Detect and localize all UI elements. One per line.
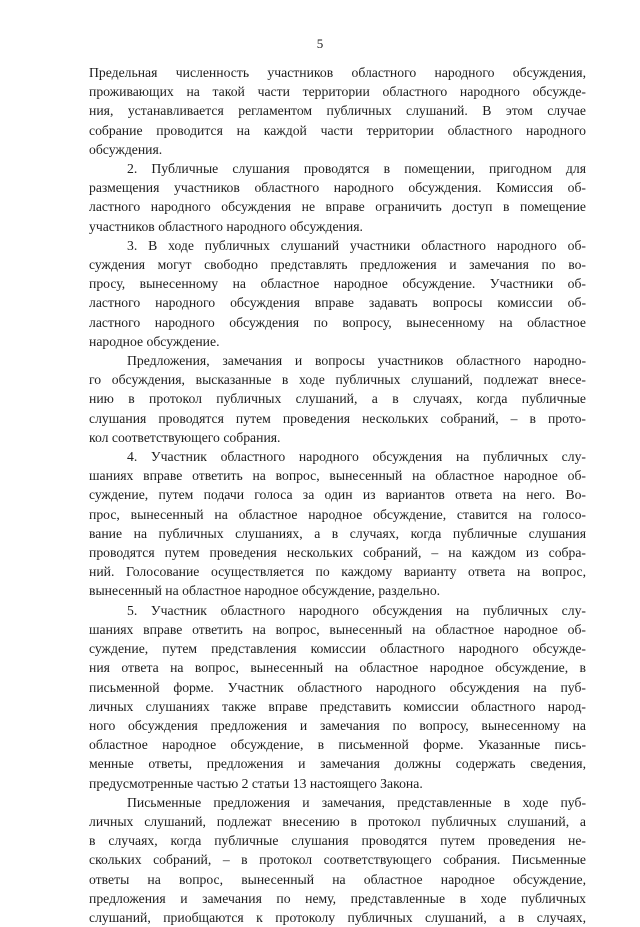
text-line: шаниях вправе ответить на вопрос, вынесенный на областное народное об- (89, 468, 586, 484)
paragraph (89, 447, 586, 601)
text-line: слушаний, приобщаются к протоколу публичных слушаний, а в случаях, (89, 909, 586, 925)
text-line: суждения могут свободно представлять предложения и замечания по во- (89, 257, 586, 273)
text-line: просу, вынесенному на областное народное обсуждение. Участники об- (89, 276, 586, 292)
text-line: обсуждения. (89, 141, 163, 157)
text-line: Предложения, замечания и вопросы участников областного народно- (127, 353, 586, 369)
text-line: предусмотренные частью 2 статьи 13 настоящего Закона. (89, 775, 423, 791)
paragraph (89, 63, 586, 159)
text-line: суждение, путем представления комиссии областного народного обсужде- (89, 641, 586, 657)
text-line: 2. Публичные слушания проводятся в помещении, пригодном для (127, 161, 586, 177)
text-line: личных слушаний, подлежат внесению в протокол публичных слушаний, а (89, 813, 586, 829)
text-line: ний. Голосование осуществляется по каждому варианту ответа на вопрос, (89, 564, 586, 580)
text-line: вынесенный на областное народное обсуждение, раздельно. (89, 583, 441, 599)
document-body (89, 63, 586, 927)
text-line: нию в протокол публичных слушаний, а в случаях, когда публичные (89, 391, 586, 407)
text-line: кол соответствующего собрания. (89, 429, 281, 445)
text-line: предложения и замечания по нему, представленные в ходе публичных (89, 890, 586, 906)
text-line: личных слушаниях также вправе представить комиссии областного народ- (89, 698, 586, 714)
text-line: суждение, путем подачи голоса за один из вариантов ответа на него. Во- (89, 487, 586, 503)
text-line: областное народное обсуждение, в письменной форме. Указанные пись- (89, 737, 586, 753)
text-line: народное обсуждение. (89, 333, 220, 349)
text-line: Письменные предложения и замечания, представленные в ходе пуб- (127, 794, 586, 810)
text-line: проводятся путем проведения нескольких собраний, – на каждом из собра- (89, 545, 586, 561)
text-line: письменной форме. Участник областного народного обсуждения на пуб- (89, 679, 586, 695)
text-line: ного обсуждения предложения и замечания по вопросу, вынесенному на (89, 717, 586, 733)
text-line: собрание проводится на каждой части территории областного народного (89, 122, 586, 138)
paragraph (89, 236, 586, 351)
text-line: шаниях вправе ответить на вопрос, вынесенный на областное народное об- (89, 621, 586, 637)
paragraph (89, 159, 586, 236)
paragraph (89, 793, 586, 927)
text-line: 4. Участник областного народного обсуждения на публичных слу- (127, 449, 586, 465)
text-line: ответы на вопрос, вынесенный на областное народное обсуждение, (89, 871, 586, 887)
text-line: участников областного народного обсуждения. (89, 218, 363, 234)
text-line: Предельная численность участников областного народного обсуждения, (89, 65, 586, 80)
text-line: ния, устанавливается регламентом публичных слушаний. В этом случае (89, 103, 586, 119)
text-line: менные ответы, предложения и замечания должны содержать сведения, (89, 756, 586, 772)
paragraph (89, 351, 586, 447)
text-line: прос, вынесенный на областное народное обсуждение, ставится на голосо- (89, 506, 586, 522)
text-line: 3. В ходе публичных слушаний участники областного народного об- (127, 237, 586, 253)
text-line: в случаях, когда публичные слушания проводятся путем проведения не- (89, 833, 586, 849)
text-line: ластного народного обсуждения вправе задавать вопросы комиссии об- (89, 295, 586, 311)
text-line: проживающих на такой части территории областного народного обсужде- (89, 84, 586, 100)
paragraph (89, 601, 586, 793)
text-line: ния ответа на вопрос, вынесенный на областное народное обсуждение, в (89, 660, 586, 676)
text-line: го обсуждения, высказанные в ходе публичных слушаний, подлежат внесе- (89, 372, 586, 388)
text-line: слушания проводятся путем проведения нескольких собраний, – в прото- (89, 410, 586, 426)
text-line: скольких собраний, – в протокол соответствующего собрания. Письменные (89, 852, 586, 868)
text-line: размещения участников областного народного обсуждения. Комиссия об- (89, 180, 586, 196)
text-line: 5. Участник областного народного обсуждения на публичных слу- (127, 602, 586, 618)
text-line: ластного народного обсуждения по вопросу, вынесенному на областное (89, 314, 586, 330)
text-line: ластного народного обсуждения не вправе ограничить доступ в помещение (89, 199, 586, 215)
text-line: вание на публичных слушаниях, а в случаях, когда публичные слушания (89, 525, 586, 541)
page-number: 5 (316, 36, 324, 51)
